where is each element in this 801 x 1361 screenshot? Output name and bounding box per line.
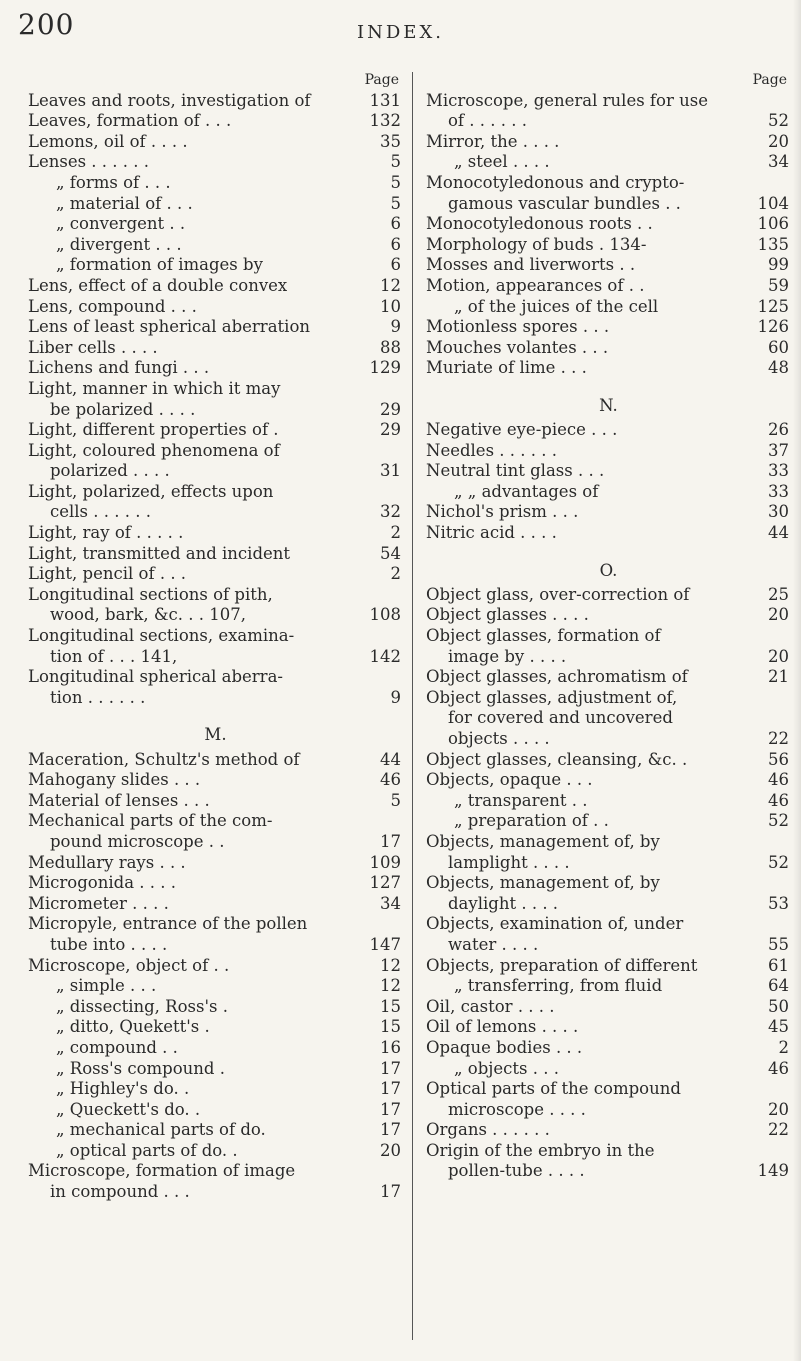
entry-page-ref: 12 [380, 955, 401, 975]
entry-page-ref: 2 [390, 523, 401, 543]
entry-page-ref: 17 [380, 1058, 401, 1078]
entry-page-ref: 56 [768, 749, 789, 769]
entry-text: tion . . . . . . [50, 687, 146, 707]
entry-page-ref: 147 [369, 934, 401, 954]
index-subentry [28, 173, 403, 194]
column-divider [412, 72, 413, 1340]
index-subentry [28, 1100, 403, 1121]
index-entry [426, 441, 791, 462]
entry-page-ref: 20 [768, 131, 789, 151]
index-entry [28, 1161, 403, 1182]
index-subentry [28, 214, 403, 235]
entry-text: pollen-tube . . . . [448, 1161, 585, 1181]
index-entry [28, 667, 403, 688]
entry-text: „ forms of . . . [56, 172, 171, 192]
page-column-label: Page [364, 72, 399, 88]
entry-text: Mosses and liverworts . . [426, 255, 636, 275]
entry-page-ref: 54 [380, 543, 401, 563]
entry-page-ref: 29 [380, 420, 401, 440]
entry-text: Object glass, over-correction of [426, 584, 690, 604]
index-subentry [426, 811, 791, 832]
entry-page-ref: 20 [768, 1099, 789, 1119]
index-entry [28, 420, 403, 441]
entry-text: Mechanical parts of the com- [28, 811, 273, 831]
entry-page-ref: 5 [390, 790, 401, 810]
entry-text: Medullary rays . . . [28, 852, 186, 872]
index-entry [426, 1161, 791, 1182]
right-column [426, 70, 791, 1182]
page-column-label: Page [752, 72, 787, 88]
entry-text: wood, bark, &c. . . 107, [50, 605, 246, 625]
entry-text: „ optical parts of do. . [56, 1140, 238, 1160]
index-entry [426, 358, 791, 379]
entry-page-ref: 2 [390, 564, 401, 584]
entry-text: Optical parts of the compound [426, 1079, 681, 1099]
entry-page-ref: 61 [768, 955, 789, 975]
index-entry [426, 461, 791, 482]
entry-text: Objects, opaque . . . [426, 770, 593, 790]
entry-text: Monocotyledonous roots . . [426, 214, 653, 234]
entry-page-ref: 16 [380, 1037, 401, 1057]
index-entry [28, 379, 403, 400]
index-entry [426, 502, 791, 523]
entry-text: for covered and uncovered [448, 708, 673, 728]
page-number: 200 [18, 8, 75, 41]
entry-page-ref: 52 [768, 811, 789, 831]
entry-page-ref: 59 [768, 275, 789, 295]
entry-page-ref: 32 [380, 502, 401, 522]
index-entry [28, 544, 403, 565]
entry-text: Objects, management of, by [426, 831, 660, 851]
index-entry [28, 482, 403, 503]
entry-text: Longitudinal sections of pith, [28, 584, 273, 604]
entry-text: Light, polarized, effects upon [28, 481, 274, 501]
index-subentry [426, 482, 791, 503]
entry-page-ref: 135 [757, 234, 789, 254]
index-entry [28, 441, 403, 462]
entry-text: Light, manner in which it may [28, 378, 281, 398]
entry-text: daylight . . . . [448, 893, 559, 913]
index-subentry [426, 297, 791, 318]
entry-page-ref: 20 [768, 605, 789, 625]
entry-page-ref: 109 [369, 852, 401, 872]
index-entry [426, 255, 791, 276]
entry-text: Origin of the embryo in the [426, 1140, 655, 1160]
entry-text: Microscope, general rules for use [426, 90, 708, 110]
entry-page-ref: 29 [380, 399, 401, 419]
entry-text: Light, transmitted and incident [28, 543, 291, 563]
entry-page-ref: 106 [757, 214, 789, 234]
index-entry [28, 853, 403, 874]
entry-page-ref: 2 [778, 1037, 789, 1057]
index-entry [28, 585, 403, 606]
index-subentry [426, 152, 791, 173]
entry-page-ref: 132 [369, 111, 401, 131]
entry-text: Lens, compound . . . [28, 296, 197, 316]
index-entry [426, 770, 791, 791]
entry-text: „ preparation of . . [454, 811, 609, 831]
entry-page-ref: 35 [380, 131, 401, 151]
entry-text: Lens, effect of a double convex [28, 275, 288, 295]
index-subentry [28, 194, 403, 215]
entry-text: polarized . . . . [50, 461, 170, 481]
index-entry [28, 358, 403, 379]
entry-text: objects . . . . [448, 729, 550, 748]
entry-text: Micropyle, entrance of the pollen [28, 914, 308, 934]
entry-text: „ material of . . . [56, 193, 193, 213]
index-entry [28, 894, 403, 915]
entry-page-ref: 131 [369, 90, 401, 110]
entry-text: Oil, castor . . . . [426, 996, 555, 1016]
index-subentry [28, 255, 403, 276]
entry-text: Monocotyledonous and crypto- [426, 172, 685, 192]
entry-text: Object glasses, adjustment of, [426, 687, 678, 707]
entry-text: Maceration, Schultz's method of [28, 749, 300, 769]
index-entry [28, 935, 403, 956]
entry-page-ref: 88 [380, 337, 401, 357]
entry-page-ref: 9 [390, 687, 401, 707]
entry-page-ref: 30 [768, 502, 789, 522]
entry-page-ref: 12 [380, 275, 401, 295]
entry-text: „ transferring, from fluid [454, 976, 663, 996]
index-entry [28, 297, 403, 318]
entry-text: gamous vascular bundles . . [448, 193, 681, 213]
entry-page-ref: 46 [380, 770, 401, 790]
index-entry [28, 647, 403, 668]
index-entry [426, 647, 791, 668]
entry-page-ref: 34 [768, 152, 789, 172]
index-entry [28, 956, 403, 977]
index-entry [426, 1120, 791, 1141]
index-entry [28, 832, 403, 853]
index-subentry [28, 1017, 403, 1038]
entry-text: Light, coloured phenomena of [28, 440, 280, 460]
entry-text: Leaves, formation of . . . [28, 111, 232, 131]
index-entry [426, 1079, 791, 1100]
entry-text: image by . . . . [448, 646, 567, 666]
entry-text: Longitudinal spherical aberra- [28, 667, 283, 687]
entry-text: Mouches volantes . . . [426, 337, 609, 357]
section-letter: M. [204, 725, 227, 745]
entry-text: Motion, appearances of . . [426, 275, 645, 295]
entry-text: Mahogany slides . . . [28, 770, 201, 790]
entry-text: Microscope, object of . . [28, 955, 230, 975]
entry-page-ref: 5 [390, 172, 401, 192]
entry-page-ref: 17 [380, 1079, 401, 1099]
entry-page-ref: 5 [390, 152, 401, 172]
entry-text: „ simple . . . [56, 976, 157, 996]
entry-text: cells . . . . . . [50, 502, 151, 522]
index-entry [426, 585, 791, 606]
entry-text: Material of lenses . . . [28, 790, 210, 810]
running-title: INDEX. [357, 22, 444, 43]
index-entry [426, 729, 791, 750]
index-entry [426, 194, 791, 215]
entry-text: Light, different properties of . [28, 420, 279, 440]
index-subentry [28, 1059, 403, 1080]
index-entry [426, 420, 791, 441]
entry-page-ref: 6 [390, 214, 401, 234]
index-entry [426, 914, 791, 935]
index-entry [28, 564, 403, 585]
index-entry [28, 873, 403, 894]
entry-page-ref: 55 [768, 934, 789, 954]
entry-page-ref: 5 [390, 193, 401, 213]
index-entry [426, 956, 791, 977]
entry-text: microscope . . . . [448, 1099, 586, 1119]
entry-page-ref: 33 [768, 481, 789, 501]
index-entry [426, 708, 791, 729]
entry-page-ref: 48 [768, 358, 789, 378]
section-letter: O. [599, 560, 618, 580]
entry-text: pound microscope . . [50, 831, 225, 851]
index-entry [426, 91, 791, 112]
entry-page-ref: 60 [768, 337, 789, 357]
index-entry [28, 770, 403, 791]
entry-text: lamplight . . . . [448, 852, 570, 872]
entry-page-ref: 6 [390, 234, 401, 254]
index-entry [426, 523, 791, 544]
index-subentry [426, 1059, 791, 1080]
entry-text: Neutral tint glass . . . [426, 461, 605, 481]
index-entry [426, 1100, 791, 1121]
entry-page-ref: 21 [768, 667, 789, 687]
entry-text: „ compound . . [56, 1037, 178, 1057]
index-entry [426, 667, 791, 688]
entry-text: „ formation of images by [56, 255, 263, 275]
entry-page-ref: 129 [369, 358, 401, 378]
entry-text: Microscope, formation of image [28, 1161, 296, 1181]
entry-page-ref: 127 [369, 873, 401, 893]
entry-page-ref: 22 [768, 729, 789, 748]
entry-page-ref: 33 [768, 461, 789, 481]
entry-page-ref: 64 [768, 976, 789, 996]
entry-page-ref: 45 [768, 1017, 789, 1037]
entry-text: in compound . . . [50, 1182, 190, 1202]
entry-text: Negative eye-piece . . . [426, 420, 618, 440]
entry-text: Lenses . . . . . . [28, 152, 149, 172]
index-entry [426, 317, 791, 338]
index-entry [28, 626, 403, 647]
entry-text: Oil of lemons . . . . [426, 1017, 579, 1037]
index-entry [426, 173, 791, 194]
index-subentry [28, 235, 403, 256]
entry-page-ref: 20 [380, 1140, 401, 1160]
entry-text: „ „ advantages of [454, 481, 599, 501]
index-entry [28, 461, 403, 482]
entry-text: tube into . . . . [50, 934, 168, 954]
index-entry [426, 832, 791, 853]
index-entry [28, 1182, 403, 1203]
entry-text: „ convergent . . [56, 214, 186, 234]
entry-text: „ Highley's do. . [56, 1079, 190, 1099]
entry-text: „ of the juices of the cell [454, 296, 659, 316]
entry-page-ref: 108 [369, 605, 401, 625]
index-entry [28, 276, 403, 297]
left-column [28, 70, 403, 1203]
index-entry [426, 935, 791, 956]
entry-text: Objects, examination of, under [426, 914, 684, 934]
entry-page-ref: 17 [380, 1099, 401, 1119]
index-entry [426, 1017, 791, 1038]
entry-text: Muriate of lime . . . [426, 358, 587, 378]
index-entry [28, 317, 403, 338]
index-entry [426, 1038, 791, 1059]
entry-text: „ transparent . . [454, 790, 588, 810]
index-entry [426, 750, 791, 771]
entry-text: Lichens and fungi . . . [28, 358, 210, 378]
index-subentry [28, 976, 403, 997]
entry-page-ref: 46 [768, 790, 789, 810]
entry-text: Longitudinal sections, examina- [28, 626, 295, 646]
entry-text: „ Queckett's do. . [56, 1099, 201, 1119]
entry-text: Lens of least spherical aberration [28, 317, 310, 337]
page-edge-shadow [793, 0, 801, 1361]
index-entry [426, 338, 791, 359]
entry-text: Liber cells . . . . [28, 337, 158, 357]
index-entry [28, 132, 403, 153]
index-subentry [28, 997, 403, 1018]
entry-page-ref: 20 [768, 646, 789, 666]
entry-page-ref: 17 [380, 1120, 401, 1140]
entry-text: Light, ray of . . . . . [28, 523, 184, 543]
index-subentry [426, 791, 791, 812]
entry-text: Object glasses, formation of [426, 626, 661, 646]
index-entry [426, 214, 791, 235]
entry-page-ref: 6 [390, 255, 401, 275]
entry-page-ref: 104 [757, 193, 789, 213]
entry-text: Object glasses, achromatism of [426, 667, 688, 687]
entry-text: Morphology of buds . 134- [426, 234, 647, 254]
entry-text: Organs . . . . . . [426, 1120, 550, 1140]
entry-page-ref: 142 [369, 646, 401, 666]
entry-text: „ divergent . . . [56, 234, 182, 254]
entry-page-ref: 44 [768, 523, 789, 543]
entry-text: Nichol's prism . . . [426, 502, 579, 522]
entry-text: „ steel . . . . [454, 152, 550, 172]
entry-page-ref: 22 [768, 1120, 789, 1140]
entry-text: „ Ross's compound . [56, 1058, 225, 1078]
index-entry [28, 152, 403, 173]
index-entry [426, 688, 791, 709]
index-entry [426, 873, 791, 894]
index-entry [28, 502, 403, 523]
entry-text: Object glasses, cleansing, &c. . [426, 749, 688, 769]
index-entry [426, 111, 791, 132]
entry-page-ref: 15 [380, 1017, 401, 1037]
entry-text: Needles . . . . . . [426, 440, 557, 460]
entry-page-ref: 44 [380, 749, 401, 769]
index-entry [28, 750, 403, 771]
entry-page-ref: 26 [768, 420, 789, 440]
entry-text: Mirror, the . . . . [426, 131, 560, 151]
entry-text: of . . . . . . [448, 111, 527, 131]
entry-page-ref: 12 [380, 976, 401, 996]
index-entry [426, 605, 791, 626]
index-entry [426, 997, 791, 1018]
entry-text: Motionless spores . . . [426, 317, 610, 337]
index-entry [28, 914, 403, 935]
index-entry [426, 1141, 791, 1162]
entry-page-ref: 17 [380, 831, 401, 851]
index-subentry [28, 1141, 403, 1162]
entry-page-ref: 52 [768, 852, 789, 872]
index-entry [28, 523, 403, 544]
entry-text: „ objects . . . [454, 1058, 559, 1078]
entry-text: Lemons, oil of . . . . [28, 131, 188, 151]
index-subentry [28, 1079, 403, 1100]
index-entry [426, 626, 791, 647]
entry-text: Micrometer . . . . [28, 893, 169, 913]
entry-text: Leaves and roots, investigation of [28, 90, 311, 110]
index-entry [28, 91, 403, 112]
entry-text: Nitric acid . . . . [426, 523, 557, 543]
entry-text: be polarized . . . . [50, 399, 196, 419]
index-entry [28, 605, 403, 626]
index-entry [426, 276, 791, 297]
entry-page-ref: 53 [768, 893, 789, 913]
entry-page-ref: 9 [390, 317, 401, 337]
index-entry [28, 791, 403, 812]
entry-text: water . . . . [448, 934, 539, 954]
entry-text: tion of . . . 141, [50, 646, 178, 666]
index-entry [28, 688, 403, 709]
index-entry [426, 132, 791, 153]
entry-page-ref: 149 [757, 1161, 789, 1181]
entry-page-ref: 17 [380, 1182, 401, 1202]
entry-page-ref: 25 [768, 584, 789, 604]
index-entry [28, 338, 403, 359]
entry-page-ref: 46 [768, 1058, 789, 1078]
index-entry [28, 811, 403, 832]
entry-text: „ mechanical parts of do. [56, 1120, 266, 1140]
entry-text: „ dissecting, Ross's . [56, 996, 228, 1016]
entry-text: Light, pencil of . . . [28, 564, 187, 584]
entry-text: Microgonida . . . . [28, 873, 176, 893]
entry-text: Opaque bodies . . . [426, 1037, 583, 1057]
entry-page-ref: 126 [757, 317, 789, 337]
entry-page-ref: 31 [380, 461, 401, 481]
section-letter: N. [599, 395, 618, 415]
index-entry [28, 111, 403, 132]
index-entry [28, 400, 403, 421]
index-entry [426, 235, 791, 256]
entry-page-ref: 10 [380, 296, 401, 316]
entry-page-ref: 15 [380, 996, 401, 1016]
entry-page-ref: 46 [768, 770, 789, 790]
entry-text: „ ditto, Quekett's . [56, 1017, 210, 1037]
entry-text: Objects, preparation of different [426, 955, 698, 975]
index-subentry [426, 976, 791, 997]
index-subentry [28, 1038, 403, 1059]
index-entry [426, 853, 791, 874]
entry-page-ref: 52 [768, 111, 789, 131]
entry-page-ref: 34 [380, 893, 401, 913]
entry-text: Objects, management of, by [426, 873, 660, 893]
entry-page-ref: 99 [768, 255, 789, 275]
entry-page-ref: 125 [757, 296, 789, 316]
entry-text: Object glasses . . . . [426, 605, 589, 625]
entry-page-ref: 50 [768, 996, 789, 1016]
index-subentry [28, 1120, 403, 1141]
index-entry [426, 894, 791, 915]
entry-page-ref: 37 [768, 440, 789, 460]
